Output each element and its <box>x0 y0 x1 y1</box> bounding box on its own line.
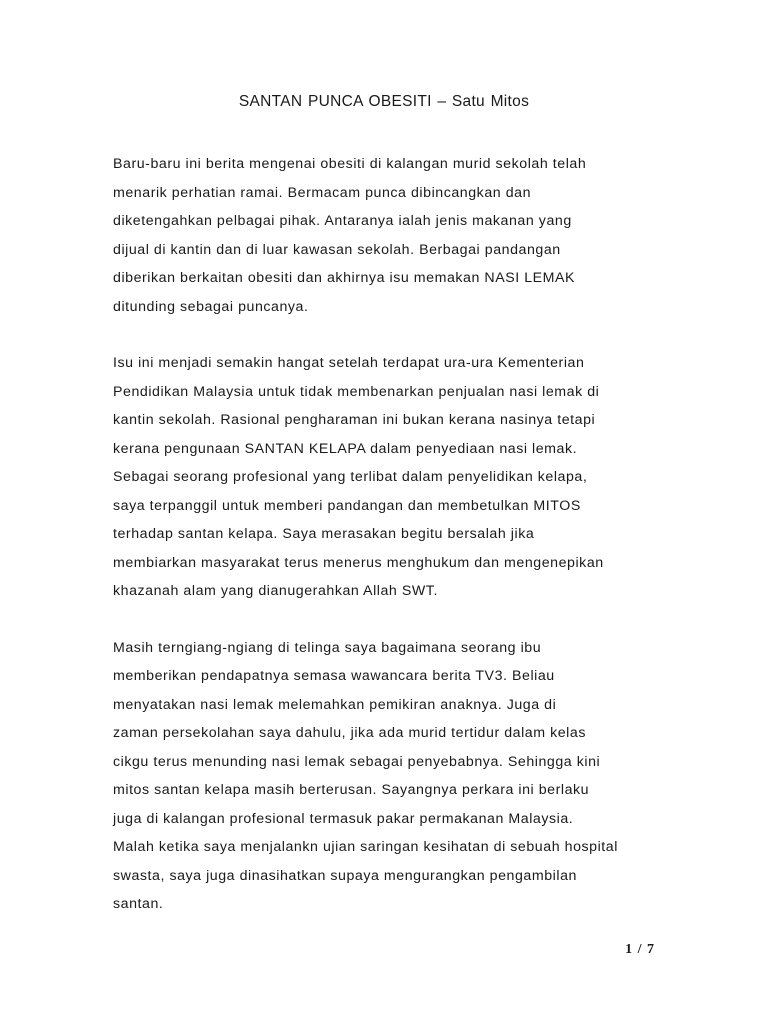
text-line: Sebagai seorang profesional yang terlibat dalam penyelidikan kelapa, <box>113 469 588 485</box>
text-line: zaman persekolahan saya dahulu, jika ada murid tertidur dalam kelas <box>113 725 586 741</box>
text-line: menyatakan nasi lemak melemahkan pemikiran anaknya. Juga di <box>113 696 557 713</box>
text-line: Masih terngiang-ngiang di telinga saya bagaimana seorang ibu <box>113 639 542 656</box>
text-line: khazanah alam yang dianugerahkan Allah SWT. <box>113 583 438 599</box>
text-line: kantin sekolah. Rasional pengharaman ini bukan kerana nasinya tetapi <box>113 412 596 428</box>
text-line: memberikan pendapatnya semasa wawancara berita TV3. Beliau <box>113 668 555 684</box>
paragraph-1 <box>113 150 673 321</box>
page-number: 1 / 7 <box>625 942 655 957</box>
text-line: Baru-baru ini berita mengenai obesiti di kalangan murid sekolah telah <box>113 156 587 172</box>
text-line: dijual di kantin dan di luar kawasan sekolah. Berbagai pandangan <box>113 241 561 258</box>
document-title: SANTAN PUNCA OBESITI – Satu Mitos <box>238 93 530 110</box>
text-line: Pendidikan Malaysia untuk tidak membenarkan penjualan nasi lemak di <box>113 383 600 400</box>
document-body <box>113 150 673 947</box>
text-line: diketengahkan pelbagai pihak. Antaranya ialah jenis makanan yang <box>113 213 572 229</box>
text-line: Malah ketika saya menjalankn ujian saringan kesihatan di sebuah hospital <box>113 839 618 855</box>
text-line: saya terpanggil untuk memberi pandangan dan membetulkan MITOS <box>113 497 581 514</box>
text-line: mitos santan kelapa masih berterusan. Sayangnya perkara ini berlaku <box>113 782 590 798</box>
text-line: santan. <box>113 896 164 912</box>
text-line: swasta, saya juga dinasihatkan supaya mengurangkan pengambilan <box>113 867 577 884</box>
paragraph-2 <box>113 349 673 606</box>
paragraph-3 <box>113 634 673 919</box>
text-line: cikgu terus menunding nasi lemak sebagai penyebabnya. Sehingga kini <box>113 753 601 770</box>
text-line: juga di kalangan profesional termasuk pakar permakanan Malaysia. <box>113 810 574 827</box>
text-line: ditunding sebagai puncanya. <box>113 298 309 315</box>
text-line: kerana pengunaan SANTAN KELAPA dalam penyediaan nasi lemak. <box>113 440 578 457</box>
text-line: menarik perhatian ramai. Bermacam punca dibincangkan dan <box>113 184 532 201</box>
text-line: terhadap santan kelapa. Saya merasakan begitu bersalah jika <box>113 526 535 542</box>
text-line: diberikan berkaitan obesiti dan akhirnya isu memakan NASI LEMAK <box>113 270 576 286</box>
text-line: Isu ini menjadi semakin hangat setelah terdapat ura-ura Kementerian <box>113 355 585 371</box>
text-line: membiarkan masyarakat terus menerus menghukum dan mengenepikan <box>113 554 604 571</box>
